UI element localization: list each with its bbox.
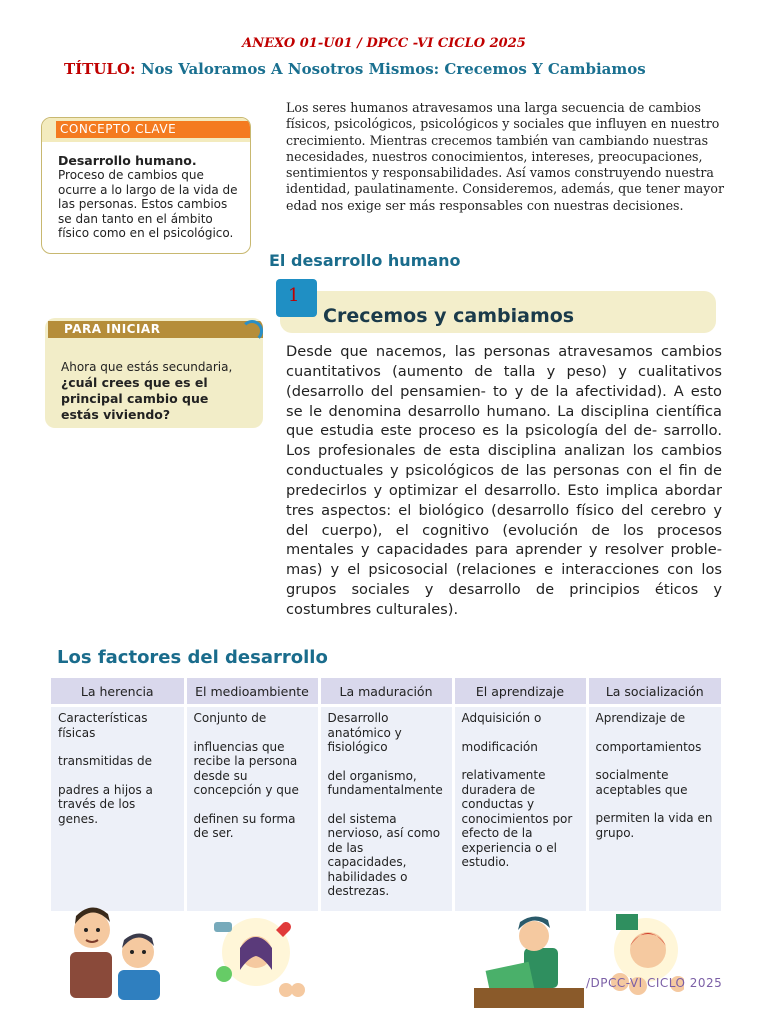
learning-illustration	[474, 908, 584, 1008]
cell-medioambiente	[185, 706, 319, 912]
intro-paragraph: Los seres humanos atravesamos una larga secuencia de cambios físicos, psicológicos, psicológicos y sociales que influyen en nuestro crecimiento. Mientras crecemos también van cambiando nuestras necesidades, nuestros conocimientos, intereses, preocupaciones, sentimientos y responsabilidades. Así vamos construyendo nuestra identidad, paulatinamente. Consideremos, además, que tener mayor edad nos exige ser más responsables con nuestras decisiones.	[286, 100, 724, 213]
question-bold: ¿cuál crees que es el principal cambio que estás viviendo?	[61, 375, 209, 422]
cell-socializacion	[587, 706, 721, 912]
document-title	[64, 60, 646, 78]
section-title: Crecemos y cambiamos	[323, 305, 575, 327]
section-heading: El desarrollo humano	[269, 251, 461, 270]
column-header: La maduración	[319, 678, 453, 706]
concepto-clave-box	[41, 117, 251, 254]
cell-line: modificación	[461, 739, 538, 754]
para-iniciar-question	[61, 360, 249, 423]
annex-heading: ANEXO 01-U01 / DPCC -VI CICLO 2025	[242, 36, 526, 51]
cell-line: transmitidas de	[58, 754, 152, 768]
concepto-clave-header	[42, 118, 250, 142]
cell-herencia	[51, 706, 185, 912]
table-row	[51, 706, 721, 912]
cell-line: socialmente aceptables que	[595, 768, 688, 797]
socialization-illustration	[594, 906, 684, 1006]
title-text: Nos Valoramos A Nosotros Mismos: Crecemos Y Cambiamos	[140, 60, 646, 78]
cell-line: Conjunto de	[193, 711, 267, 725]
para-iniciar-box	[45, 318, 263, 428]
cell-line: permiten la vida en grupo.	[595, 811, 713, 840]
cell-line: influencias que recibe la persona desde su concepción y que	[193, 739, 299, 797]
cell-line: Desarrollo anatómico y fisiológico	[327, 711, 402, 754]
concepto-term: Desarrollo humano.	[58, 153, 197, 168]
column-header: La herencia	[51, 678, 185, 706]
cell-line: del organismo, fundamentalmente	[327, 768, 443, 797]
section-number-badge: 1	[276, 279, 317, 317]
cell-line: Características físicas	[58, 711, 148, 740]
cell-line: padres a hijos a través de los genes.	[58, 782, 153, 826]
concepto-clave-body	[58, 154, 244, 240]
column-header: El medioambiente	[185, 678, 319, 706]
family-illustration	[66, 900, 166, 1000]
column-header: El aprendizaje	[453, 678, 587, 706]
cell-aprendizaje	[453, 706, 587, 912]
factores-table	[51, 678, 721, 911]
cell-maduracion	[319, 706, 453, 912]
para-iniciar-label: PARA INICIAR	[48, 321, 263, 338]
cell-line: del sistema nervioso, así como de las capacidades, habilidades o destrezas.	[327, 811, 441, 898]
curl-decoration-icon	[241, 320, 263, 342]
title-label: TÍTULO:	[64, 60, 136, 78]
question-intro: Ahora que estás secundaria,	[61, 360, 233, 374]
concepto-clave-label: CONCEPTO CLAVE	[56, 121, 251, 138]
column-header: La socialización	[587, 678, 721, 706]
cell-line: Adquisición o	[461, 711, 542, 725]
cell-line: relativamente duradera de conductas y conocimientos por efecto de la experiencia o el estudio.	[461, 768, 573, 869]
factores-heading: Los factores del desarrollo	[57, 647, 328, 668]
cell-line: comportamientos	[595, 739, 702, 754]
table-header-row	[51, 678, 721, 706]
body-paragraph: Desde que nacemos, las personas atravesamos cambios cuantitativos (aumento de talla y peso) y cualitativos (desarrollo del pensamien- to y de la afectividad). A esto se le denomina desarrollo humano. La disciplina científica que estudia este proceso es la psicología del de- sarrollo. Los profesionales de esta disciplina analizan los cambios conductuales y psicológicos de las personas con el fin de predecirlos y optimizar el desarrollo. Esto implica abordar tres aspectos: el biológico (desarrollo físico del cerebro y del cuerpo), el cognitivo (evolución de los procesos mentales y capacidades para aprender y resolver proble-mas) y el psicosocial (relaciones e interacciones con los grupos sociales y desarrollo de principios éticos y costumbres culturales).	[286, 343, 722, 618]
cell-line: Aprendizaje de	[595, 711, 686, 725]
cell-line: definen su forma de ser.	[193, 811, 296, 840]
environment-illustration	[206, 912, 306, 1002]
concepto-definition: Proceso de cambios que ocurre a lo largo de la vida de las personas. Estos cambios se dan tanto en el ámbito físico como en el psicológico.	[58, 168, 238, 241]
page-footer: /DPCC-VI CICLO 2025	[586, 976, 723, 990]
